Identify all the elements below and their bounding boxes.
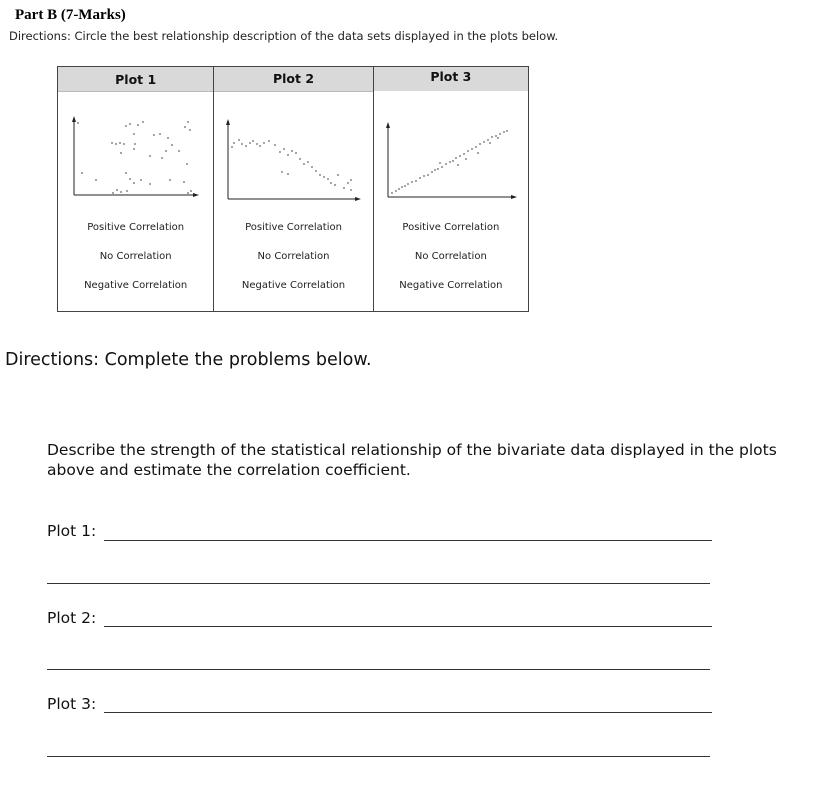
plot-2-answer-line[interactable] xyxy=(104,626,712,627)
plot-1-answer-line[interactable] xyxy=(104,540,712,541)
plot-3-points xyxy=(391,130,508,194)
plot-1-points xyxy=(77,121,192,194)
plot-2-option-none[interactable]: No Correlation xyxy=(257,251,330,262)
plot-2-title: Plot 2 xyxy=(214,67,372,92)
plot-3-title: Plot 3 xyxy=(374,67,528,91)
plot-3-option-positive[interactable]: Positive Correlation xyxy=(402,222,500,233)
plot-2-column xyxy=(213,67,372,311)
plot-3-answer-line-2[interactable] xyxy=(47,756,710,757)
plot-2-y-arrow xyxy=(226,119,230,125)
plot-3-scatter xyxy=(380,107,524,207)
plot-1-y-arrow xyxy=(72,116,76,122)
question-text: Describe the strength of the statistical relationship of the bivariate data displayed in the plots above and estimate the correlation coefficient. xyxy=(47,441,777,479)
plot-3-answer-label: Plot 3: xyxy=(47,695,97,713)
plot-3-option-none[interactable]: No Correlation xyxy=(414,251,487,262)
plot-1-title: Plot 1 xyxy=(58,67,213,92)
part-title: Part B (7-Marks) xyxy=(15,7,126,23)
directions-circle: Directions: Circle the best relationship description of the data sets displayed in the plots below. xyxy=(9,29,559,43)
plot-3-answer-line[interactable] xyxy=(104,712,712,713)
plot-1-x-arrow xyxy=(193,193,199,197)
plot-3-column xyxy=(373,67,528,311)
plot-1-answer-line-2[interactable] xyxy=(47,583,710,584)
plots-table xyxy=(57,66,529,312)
plot-2-scatter xyxy=(220,107,368,207)
plot-1-scatter xyxy=(64,107,208,207)
plot-1-option-positive[interactable]: Positive Correlation xyxy=(87,222,185,233)
plot-2-x-arrow xyxy=(355,197,361,201)
plot-3-option-negative[interactable]: Negative Correlation xyxy=(399,280,503,291)
plot-2-points xyxy=(231,139,352,191)
plot-2-option-positive[interactable]: Positive Correlation xyxy=(245,222,342,233)
plot-3-y-arrow xyxy=(386,122,390,128)
plot-1-answer-label: Plot 1: xyxy=(47,522,97,540)
plot-1-option-none[interactable]: No Correlation xyxy=(99,251,172,262)
plot-1-option-negative[interactable]: Negative Correlation xyxy=(84,280,188,291)
directions-complete: Directions: Complete the problems below. xyxy=(5,350,372,370)
plot-2-answer-line-2[interactable] xyxy=(47,669,710,670)
plot-2-option-negative[interactable]: Negative Correlation xyxy=(241,280,346,291)
plot-2-answer-label: Plot 2: xyxy=(47,609,97,627)
plot-1-column xyxy=(58,67,213,311)
plot-3-x-arrow xyxy=(511,195,517,199)
